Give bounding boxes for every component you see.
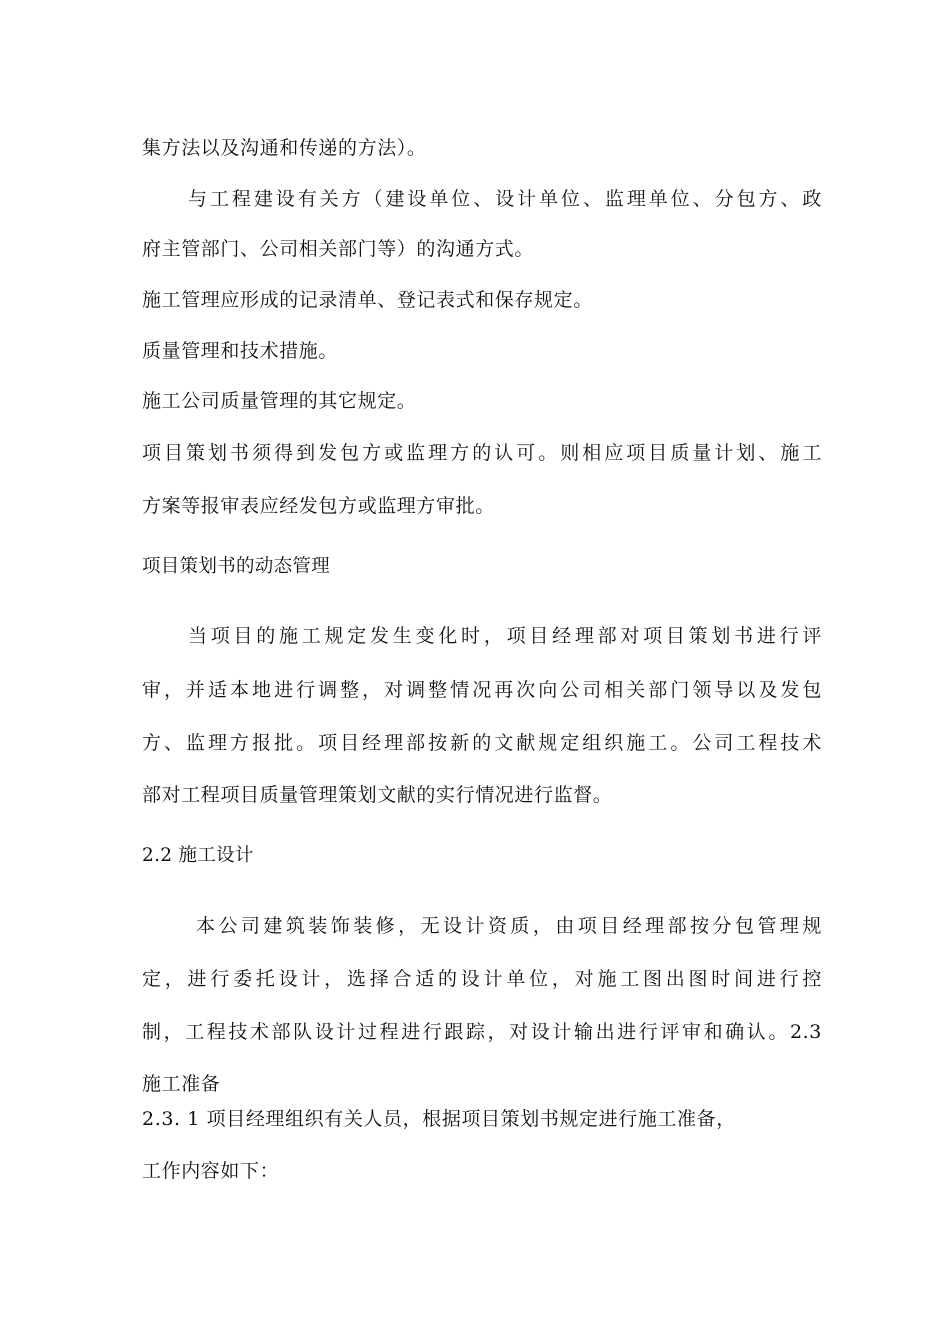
section-heading: 2.2 施工设计 bbox=[142, 845, 254, 866]
text-line: 与工程建设有关方（建设单位、设计单位、监理单位、分包方、政 bbox=[188, 188, 822, 210]
text-line: 工作内容如下： bbox=[142, 1160, 280, 1182]
text-line: 质量管理和技术措施。 bbox=[142, 340, 339, 362]
text-line: 当项目的施工规定发生变化时，项目经理部对项目策划书进行评 bbox=[188, 625, 822, 647]
text-line: 集方法以及沟通和传递的方法）。 bbox=[142, 137, 427, 159]
text-line: 2.3. 1 项目经理组织有关人员，根据项目策划书规定进行施工准备， bbox=[142, 1108, 736, 1130]
text-line: 审，并适本地进行调整，对调整情况再次向公司相关部门领导以及发包 bbox=[142, 679, 822, 701]
text-line: 施工管理应形成的记录清单、登记表式和保存规定。 bbox=[142, 289, 593, 311]
text-line: 府主管部门、公司相关部门等）的沟通方式。 bbox=[142, 238, 535, 260]
text-line: 项目策划书须得到发包方或监理方的认可。则相应项目质量计划、施工 bbox=[142, 442, 822, 464]
text-line: 方案等报审表应经发包方或监理方审批。 bbox=[142, 495, 495, 517]
text-line: 本公司建筑装饰装修，无设计资质，由项目经理部按分包管理规 bbox=[196, 915, 822, 937]
text-line: 施工准备 bbox=[142, 1073, 221, 1095]
text-line: 部对工程项目质量管理策划文献的实行情况进行监督。 bbox=[142, 784, 613, 806]
text-line: 施工公司质量管理的其它规定。 bbox=[142, 390, 417, 412]
section-heading: 项目策划书的动态管理 bbox=[142, 556, 331, 577]
text-line: 定，进行委托设计，选择合适的设计单位，对施工图出图时间进行控 bbox=[142, 968, 822, 990]
text-line: 方、监理方报批。项目经理部按新的文献规定组织施工。公司工程技术 bbox=[142, 732, 822, 754]
text-line: 制，工程技术部队设计过程进行跟踪，对设计输出进行评审和确认。2.3 bbox=[142, 1021, 822, 1043]
